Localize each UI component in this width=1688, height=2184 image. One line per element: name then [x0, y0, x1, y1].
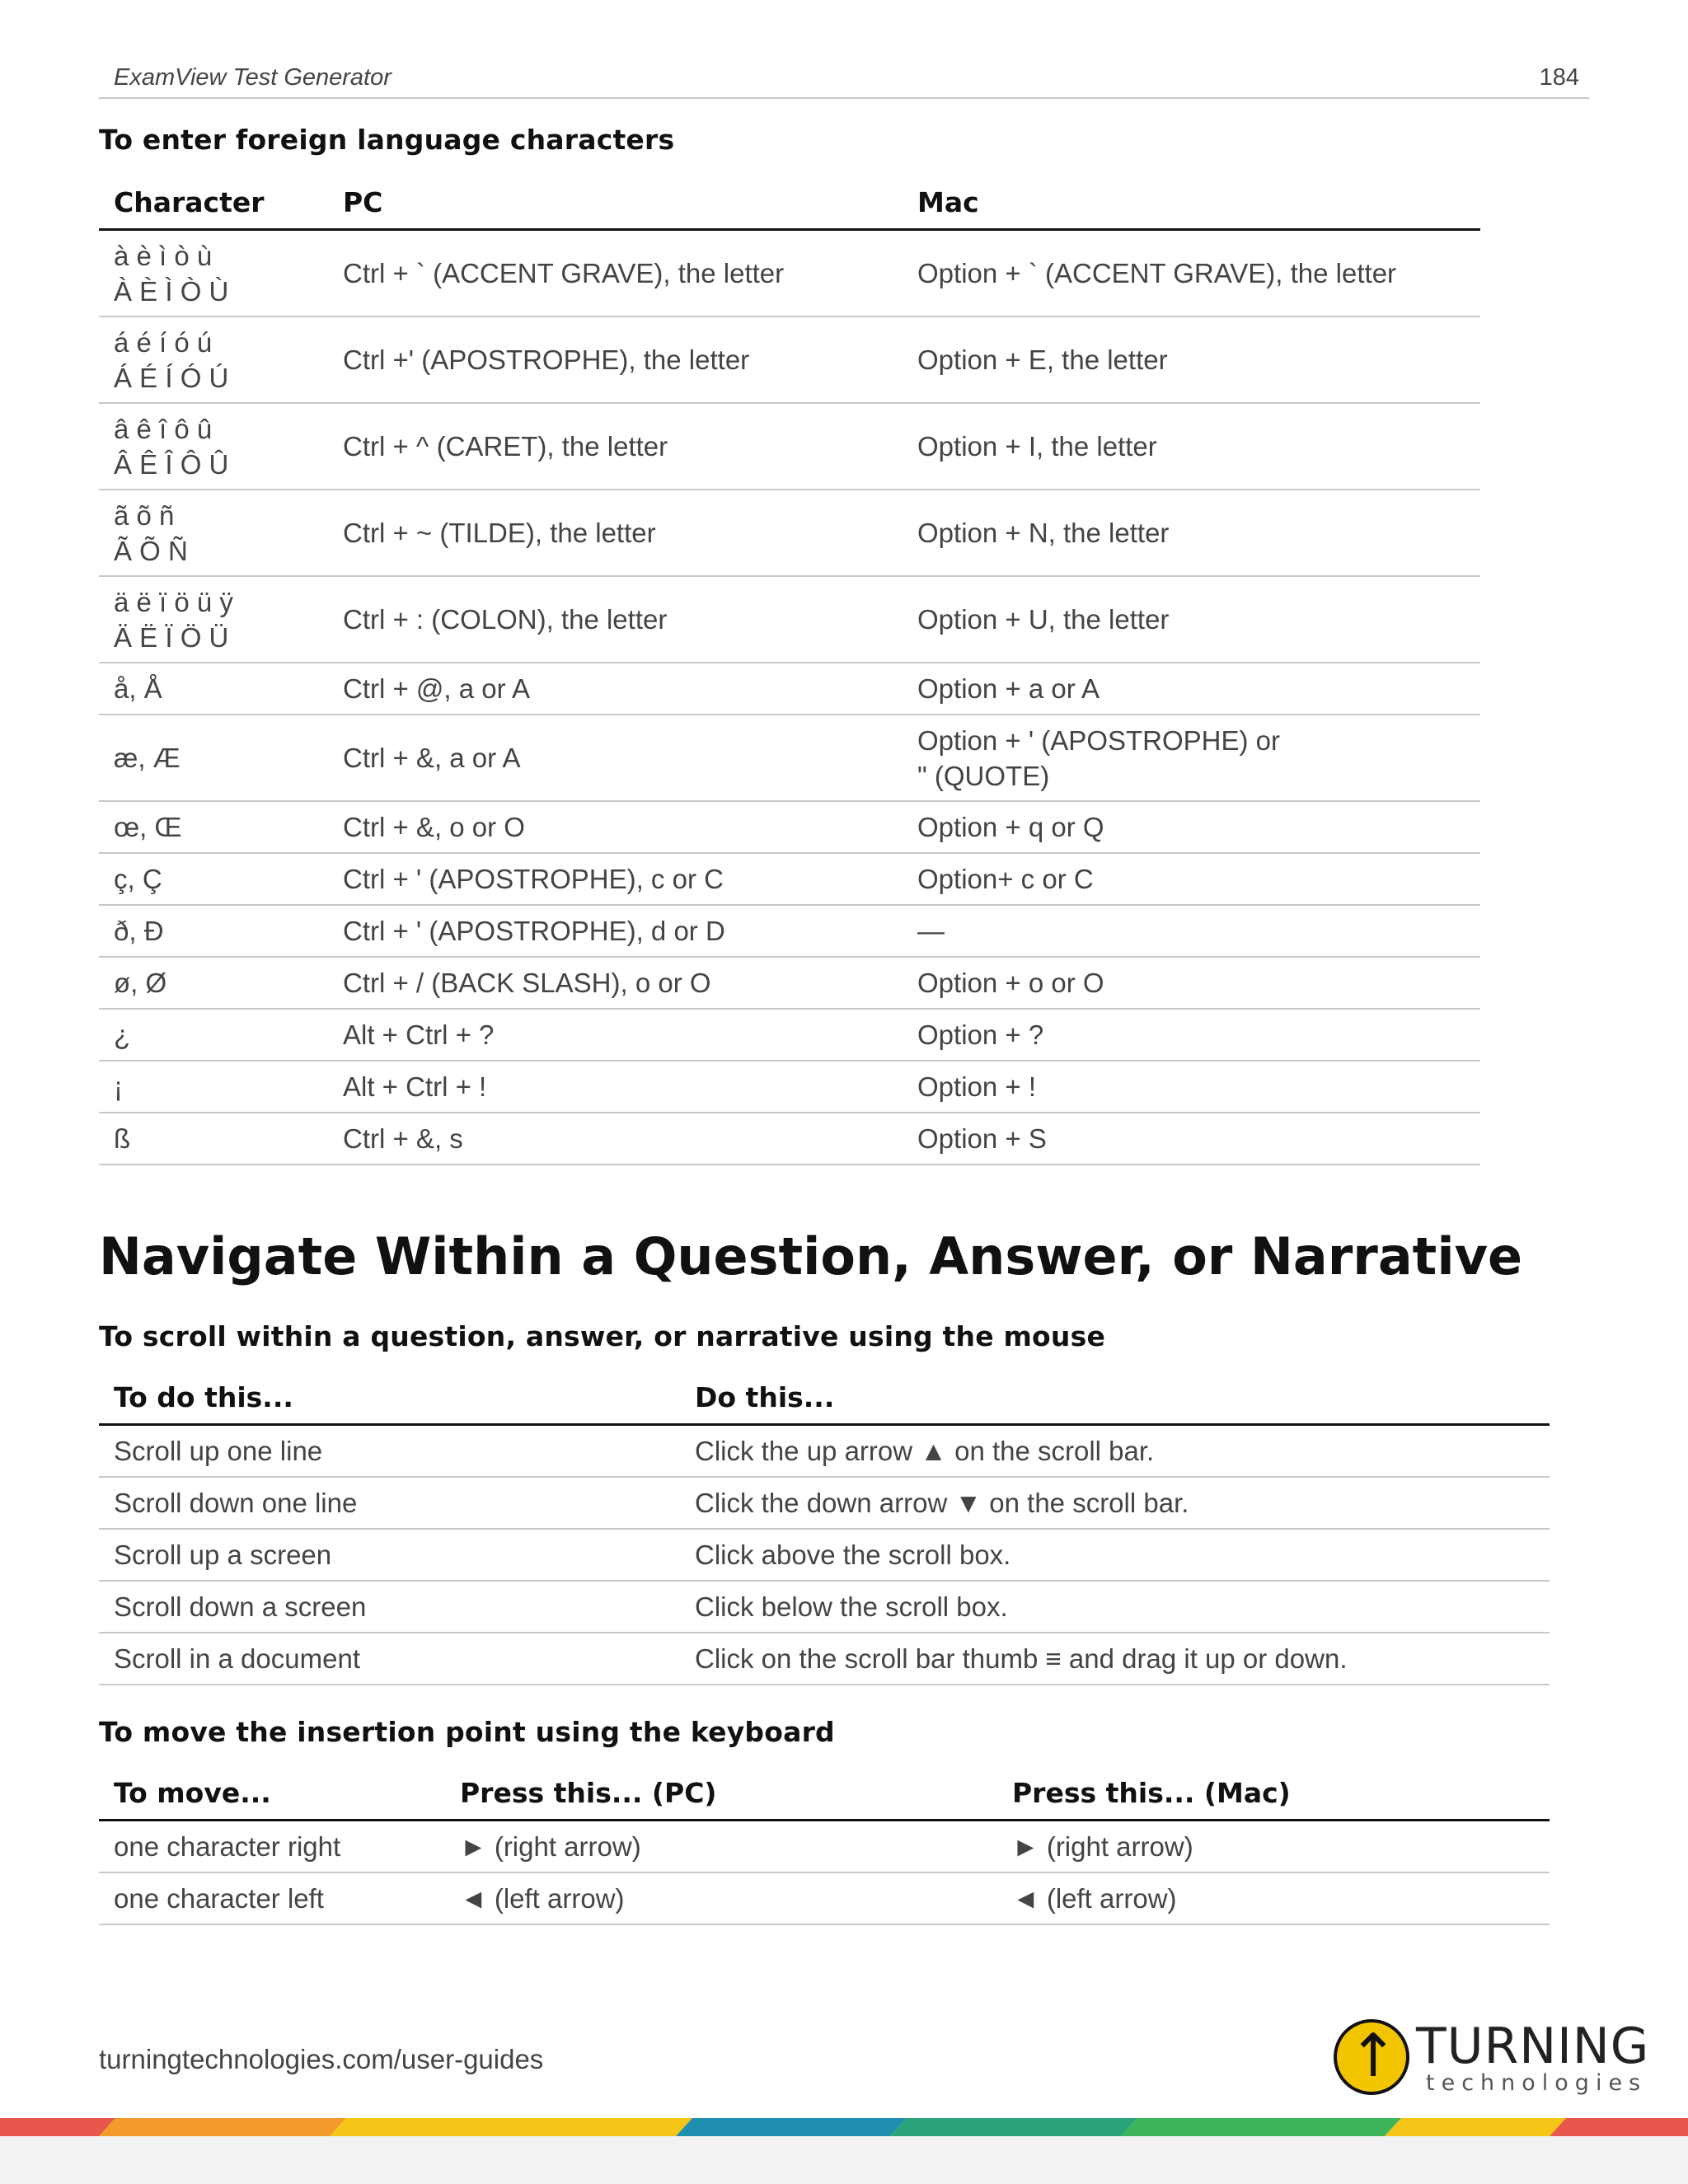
column-header: Character: [114, 186, 265, 218]
table-row: [99, 577, 1480, 663]
page-number: 184: [1539, 64, 1579, 91]
foreign-chars-table: [99, 185, 1480, 1165]
pc-shortcut-cell: Ctrl + ^ (CARET), the letter: [343, 431, 668, 462]
mac-shortcut-line: Option + U, the letter: [917, 604, 1170, 635]
pc-shortcut-cell: Ctrl + ' (APOSTROPHE), d or D: [343, 916, 725, 946]
column-header: Do this...: [695, 1381, 835, 1413]
mac-shortcut-cell: [903, 965, 1480, 1001]
section-heading: Navigate Within a Question, Answer, or Narrative: [99, 1226, 1523, 1286]
page-header-title: ExamView Test Generator: [114, 64, 392, 91]
pc-shortcut-cell: Ctrl + &, s: [343, 1123, 463, 1154]
mac-shortcut-line: Option + !: [917, 1071, 1037, 1102]
keyboard-subheading: To move the insertion point using the keyboard: [99, 1716, 835, 1748]
character-line: ¿: [114, 1019, 131, 1050]
mac-shortcut-cell: [903, 602, 1480, 637]
mac-shortcut-line: Option + ?: [917, 1019, 1044, 1050]
mac-shortcut-line: Option + E, the letter: [917, 344, 1168, 375]
table-row: [99, 1062, 1480, 1113]
mac-shortcut-cell: [903, 342, 1480, 377]
footer-band: [0, 2136, 1688, 2184]
character-line: æ, Æ: [114, 743, 181, 773]
character-cell: [99, 238, 328, 309]
pc-shortcut-cell: Ctrl + ~ (TILDE), the letter: [343, 518, 656, 548]
mac-shortcut-cell: [903, 1121, 1480, 1156]
character-line: À È Ì Ò Ù: [114, 275, 229, 307]
pc-shortcut-cell: Alt + Ctrl + ?: [343, 1019, 495, 1050]
character-line: ß: [114, 1123, 131, 1154]
logo-subtext: technologies: [1426, 2070, 1648, 2096]
pc-shortcut-cell: Alt + Ctrl + !: [343, 1071, 487, 1102]
mac-shortcut-cell: [903, 255, 1480, 291]
mac-shortcut-cell: [903, 809, 1480, 845]
table-cell: ► (right arrow): [1012, 1831, 1193, 1862]
column-header: Press this... (PC): [460, 1777, 717, 1809]
character-cell: [99, 498, 328, 569]
column-header: Press this... (Mac): [1012, 1777, 1291, 1809]
character-line: ð, Đ: [114, 916, 164, 946]
character-cell: [99, 861, 328, 897]
table-row: [99, 802, 1480, 854]
table-cell: Scroll up a screen: [114, 1540, 332, 1570]
table-header-row: [99, 1380, 1550, 1426]
mac-shortcut-line: —: [917, 916, 945, 946]
mac-shortcut-cell: [903, 671, 1480, 706]
table-cell: Scroll up one line: [114, 1436, 323, 1466]
table-cell: Click the up arrow ▲ on the scroll bar.: [695, 1436, 1155, 1466]
mac-shortcut-line: Option + a or A: [917, 673, 1100, 704]
character-line: ø, Ø: [114, 968, 167, 998]
mac-shortcut-cell: [903, 723, 1480, 794]
mac-shortcut-line: Option + I, the letter: [917, 431, 1157, 462]
mac-shortcut-line: Option + ` (ACCENT GRAVE), the letter: [917, 258, 1397, 288]
table-row: [99, 715, 1480, 802]
character-line: Â Ê Î Ô Û: [114, 448, 229, 480]
table-header-row: [99, 1775, 1550, 1821]
table-cell: one character left: [114, 1883, 324, 1914]
mac-shortcut-line: Option + S: [917, 1123, 1047, 1154]
scroll-subheading: To scroll within a question, answer, or narrative using the mouse: [99, 1320, 1106, 1352]
table-cell: Click above the scroll box.: [695, 1540, 1011, 1570]
table-row: [99, 906, 1480, 958]
table-header-row: [99, 185, 1480, 231]
character-line: å, Å: [114, 673, 162, 704]
pc-shortcut-cell: Ctrl + &, a or A: [343, 743, 521, 773]
table-row: [99, 958, 1480, 1010]
mac-shortcut-line: Option + o or O: [917, 968, 1104, 998]
table-row: [99, 1633, 1550, 1685]
pc-shortcut-cell: Ctrl + ' (APOSTROPHE), c or C: [343, 864, 724, 894]
table-row: [99, 1478, 1550, 1530]
table-cell: ◄ (left arrow): [1012, 1883, 1177, 1914]
character-line: œ, Œ: [114, 812, 182, 842]
pc-shortcut-cell: Ctrl + : (COLON), the letter: [343, 604, 668, 635]
column-header: Mac: [917, 186, 979, 218]
character-line: Á É Í Ó Ú: [114, 362, 229, 393]
character-cell: [99, 411, 328, 482]
header-divider: [99, 97, 1589, 99]
table-row: [99, 317, 1480, 404]
table-cell: ► (right arrow): [460, 1831, 641, 1862]
foreign-chars-subheading: To enter foreign language characters: [99, 124, 675, 156]
turning-logo[interactable]: [1334, 2018, 1650, 2100]
pc-shortcut-cell: Ctrl + &, o or O: [343, 812, 525, 842]
character-cell: [99, 965, 328, 1001]
character-line: à è ì ò ù: [114, 240, 213, 271]
table-row: [99, 1821, 1550, 1873]
mac-shortcut-cell: [903, 913, 1480, 949]
mac-shortcut-line: Option + N, the letter: [917, 518, 1170, 548]
footer-url[interactable]: turningtechnologies.com/user-guides: [99, 2044, 544, 2074]
character-line: Ã Õ Ñ: [114, 535, 188, 566]
table-cell: Click on the scroll bar thumb ≡ and drag it up or down.: [695, 1643, 1348, 1674]
table-cell: Click the down arrow ▼ on the scroll bar.: [695, 1488, 1189, 1518]
character-cell: [99, 1069, 328, 1104]
table-cell: one character right: [114, 1831, 341, 1862]
table-row: [99, 663, 1480, 715]
column-header: To do this...: [114, 1381, 293, 1413]
table-row: [99, 1530, 1550, 1582]
up-arrow-icon: ↑: [1348, 2021, 1399, 2090]
column-header: To move...: [114, 1777, 271, 1809]
mac-shortcut-line: Option+ c or C: [917, 864, 1094, 894]
character-cell: [99, 325, 328, 396]
table-row: [99, 231, 1480, 317]
character-cell: [99, 809, 328, 845]
character-line: á é í ó ú: [114, 326, 213, 358]
table-row: [99, 854, 1480, 906]
mac-shortcut-line: " (QUOTE): [917, 760, 1050, 791]
scroll-table: [99, 1380, 1550, 1685]
table-cell: Scroll in a document: [114, 1643, 360, 1674]
mac-shortcut-line: Option + ' (APOSTROPHE) or: [917, 724, 1281, 756]
table-cell: ◄ (left arrow): [460, 1883, 625, 1914]
character-cell: [99, 913, 328, 949]
table-row: [99, 1426, 1550, 1478]
pc-shortcut-cell: Ctrl + ` (ACCENT GRAVE), the letter: [343, 258, 785, 288]
character-line: ¡: [114, 1071, 123, 1102]
mac-shortcut-cell: [903, 1017, 1480, 1052]
mac-shortcut-cell: [903, 861, 1480, 897]
character-line: ç, Ç: [114, 864, 162, 894]
character-cell: [99, 584, 328, 655]
table-row: [99, 1113, 1480, 1165]
table-row: [99, 404, 1480, 490]
table-row: [99, 1010, 1480, 1062]
character-cell: [99, 1121, 328, 1156]
table-cell: Click below the scroll box.: [695, 1591, 1008, 1622]
pc-shortcut-cell: Ctrl + / (BACK SLASH), o or O: [343, 968, 711, 998]
table-row: [99, 490, 1480, 577]
character-line: ã õ ñ: [114, 499, 175, 531]
table-cell: Scroll down a screen: [114, 1591, 367, 1622]
table-row: [99, 1582, 1550, 1633]
mac-shortcut-cell: [903, 515, 1480, 551]
character-cell: [99, 1017, 328, 1052]
character-line: â ê î ô û: [114, 413, 213, 444]
column-header: PC: [343, 186, 383, 218]
character-cell: [99, 740, 328, 776]
keyboard-table: [99, 1775, 1550, 1925]
pc-shortcut-cell: Ctrl + @, a or A: [343, 673, 530, 704]
table-cell: Scroll down one line: [114, 1488, 358, 1518]
footer-color-stripe: [0, 2118, 1688, 2136]
pc-shortcut-cell: Ctrl +' (APOSTROPHE), the letter: [343, 344, 750, 375]
character-line: ä ë ï ö ü ÿ: [114, 586, 233, 617]
mac-shortcut-cell: [903, 429, 1480, 464]
logo-wordmark: TURNING: [1416, 2018, 1650, 2075]
mac-shortcut-cell: [903, 1069, 1480, 1104]
character-cell: [99, 671, 328, 706]
character-line: Ä Ë Ï Ö Ü: [114, 621, 229, 653]
mac-shortcut-line: Option + q or Q: [917, 812, 1104, 842]
table-row: [99, 1873, 1550, 1925]
